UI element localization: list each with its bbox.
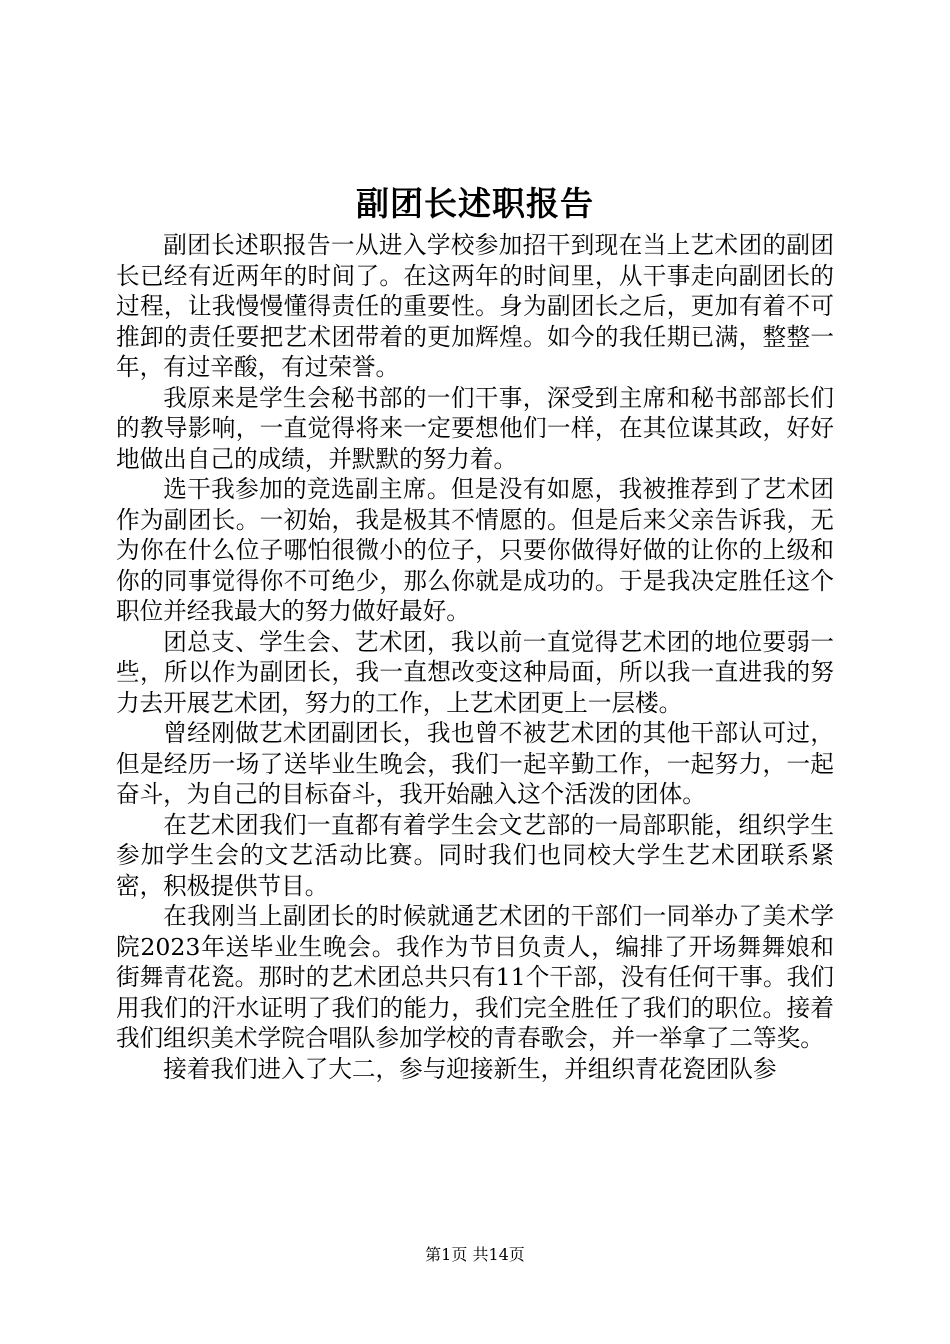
- paragraph-1: 副团长述职报告一从进入学校参加招干到现在当上艺术团的副团长已经有近两年的时间了。在这两年的时间里，从干事走向副团长的过程，让我慢慢懂得责任的重要性。身为副团长之后，更加有着不可推卸的责任要把艺术团带着的更加辉煌。如今的我任期已满，整整一年，有过辛酸，有过荣誉。: [116, 231, 834, 381]
- paragraph-6: 在艺术团我们一直都有着学生会文艺部的一局部职能，组织学生参加学生会的文艺活动比赛。同时我们也同校大学生艺术团联系紧密，积极提供节目。: [116, 810, 834, 900]
- paragraph-4: 团总支、学生会、艺术团，我以前一直觉得艺术团的地位要弱一些，所以作为副团长，我一直想改变这种局面，所以我一直进我的努力去开展艺术团，努力的工作，上艺术团更上一层楼。: [116, 627, 834, 717]
- document-title: 副团长述职报告: [356, 184, 594, 223]
- paragraph-5: 曾经刚做艺术团副团长，我也曾不被艺术团的其他干部认可过，但是经历一场了送毕业生晚会，我们一起辛勤工作，一起努力，一起奋斗，为自己的目标奋斗，我开始融入这个活泼的团体。: [116, 719, 834, 808]
- paragraph-8: 接着我们进入了大二，参与迎接新生，并组织青花瓷团队参: [163, 1054, 777, 1083]
- paragraph-3: 选干我参加的竞选副主席。但是没有如愿，我被推荐到了艺术团作为副团长。一初始，我是极其不情愿的。但是后来父亲告诉我，无为你在什么位子哪怕很微小的位子，只要你做得好做的让你的上级和你的同事觉得你不可绝少，那么你就是成功的。于是我决定胜任这个职位并经我最大的努力做好最好。: [116, 475, 834, 625]
- paragraph-7: 在我刚当上副团长的时候就通艺术团的干部们一同举办了美术学院2023年送毕业生晚会。我作为节目负责人，编排了开场舞舞娘和街舞青花瓷。那时的艺术团总共只有11个干部，没有任何干事。我们用我们的汗水证明了我们的能力，我们完全胜任了我们的职位。接着我们组织美术学院合唱队参加学校的青春歌会，并一举拿了二等奖。: [116, 902, 834, 1052]
- document-body: [116, 230, 834, 1084]
- page-footer: 第1页 共14页: [425, 1245, 525, 1264]
- paragraph-2: 我原来是学生会秘书部的一们干事，深受到主席和秘书部部长们的教导影响，一直觉得将来一定要想他们一样，在其位谋其政，好好地做出自己的成绩，并默默的努力着。: [116, 383, 834, 473]
